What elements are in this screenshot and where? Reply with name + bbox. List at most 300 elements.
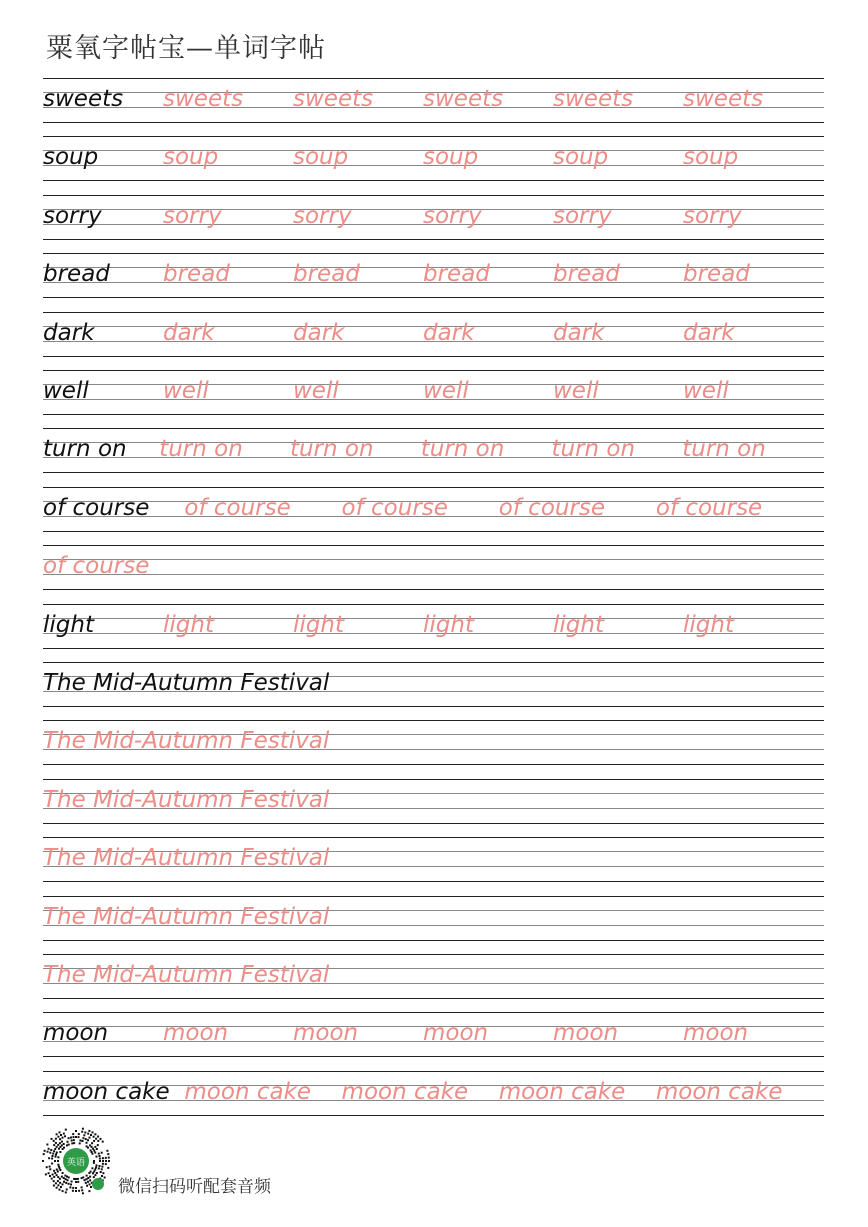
trace-word: bread [163, 261, 230, 288]
trace-word: sorry [163, 202, 222, 229]
model-word: turn on [43, 436, 127, 463]
qr-dot [65, 1182, 67, 1184]
qr-dot [63, 1181, 65, 1183]
qr-dot [66, 1189, 68, 1191]
ruling-line [43, 648, 824, 649]
trace-word: sweets [293, 86, 374, 112]
qr-dot [57, 1180, 59, 1182]
trace-word: light [553, 611, 604, 638]
ruling-line [43, 1056, 824, 1057]
qr-dot [52, 1174, 54, 1176]
qr-dot [81, 1131, 83, 1133]
qr-dot [82, 1137, 84, 1139]
trace-word: soup [683, 144, 739, 171]
qr-dot [71, 1142, 73, 1144]
ruling-line [43, 764, 824, 765]
qr-dot [99, 1160, 101, 1162]
trace-word: turn on [289, 436, 374, 463]
qr-dot [87, 1177, 89, 1179]
ruling-line [43, 370, 824, 371]
qr-dot [59, 1189, 61, 1191]
qr-dot [104, 1177, 106, 1179]
ruling-line [43, 1115, 824, 1116]
qr-dot [105, 1157, 107, 1159]
practice-row [43, 1071, 824, 1130]
qr-dot [61, 1176, 63, 1178]
qr-dot [59, 1131, 61, 1133]
qr-dot [75, 1178, 77, 1180]
qr-dot [70, 1184, 72, 1186]
ruling-line [43, 896, 824, 897]
qr-dot [93, 1150, 95, 1152]
qr-dot [57, 1184, 59, 1186]
trace-word: The Mid-Autumn Festival [43, 903, 330, 930]
qr-dot [42, 1160, 44, 1162]
ruling-line [43, 779, 824, 780]
model-word: light [43, 611, 94, 638]
ruling-line [43, 487, 824, 488]
qr-dot [65, 1178, 67, 1180]
ruling-line [43, 531, 824, 532]
practice-row [43, 896, 824, 955]
qr-dot [71, 1181, 73, 1183]
qr-dot [78, 1190, 80, 1192]
qr-dot [75, 1130, 77, 1132]
qr-dot [61, 1144, 63, 1146]
qr-dot [94, 1169, 96, 1171]
qr-dot [102, 1141, 104, 1143]
qr-dot [102, 1163, 104, 1165]
qr-dot [57, 1156, 59, 1158]
qr-dot [53, 1144, 55, 1146]
trace-word: of course [43, 553, 150, 580]
qr-dot [46, 1166, 48, 1168]
qr-dot [94, 1174, 96, 1176]
qr-dot [59, 1182, 61, 1184]
qr-dot [92, 1131, 94, 1133]
qr-dot [99, 1165, 101, 1167]
trace-word: light [423, 611, 474, 638]
qr-dot [84, 1179, 86, 1181]
qr-dot [108, 1157, 110, 1159]
practice-row [43, 370, 824, 429]
qr-dot [82, 1140, 84, 1142]
model-word: The Mid-Autumn Festival [43, 670, 330, 696]
qr-dot [63, 1147, 65, 1149]
qr-dot [57, 1171, 59, 1173]
qr-dot [51, 1163, 53, 1165]
qr-dot [90, 1134, 92, 1136]
qr-dot [75, 1181, 77, 1183]
qr-dot [68, 1183, 70, 1185]
qr-dot [100, 1171, 102, 1173]
qr-dot [81, 1189, 83, 1191]
qr-dot [67, 1179, 69, 1181]
qr-dot [51, 1138, 53, 1140]
qr-dot [102, 1160, 104, 1162]
qr-dot [86, 1178, 88, 1180]
model-word: moon [43, 1020, 109, 1047]
trace-word: bread [423, 261, 490, 288]
qr-dot [102, 1157, 104, 1159]
qr-dot [89, 1137, 91, 1139]
qr-dot [96, 1172, 98, 1174]
qr-dot [101, 1166, 103, 1168]
qr-dot [85, 1182, 87, 1184]
ruling-line [43, 662, 824, 663]
ruling-line [43, 604, 824, 605]
practice-row [43, 312, 824, 371]
qr-dot [84, 1132, 86, 1134]
qr-dot [55, 1182, 57, 1184]
ruling-line [43, 837, 824, 838]
qr-dot [59, 1178, 61, 1180]
qr-dot [72, 1133, 74, 1135]
qr-dot [53, 1185, 55, 1187]
trace-word: light [683, 611, 734, 638]
qr-dot [93, 1176, 95, 1178]
qr-dot [95, 1138, 97, 1140]
qr-dot [49, 1152, 51, 1154]
qr-dot [60, 1186, 62, 1188]
ruling-line [43, 589, 824, 590]
footer [40, 1126, 440, 1201]
model-word: bread [43, 261, 110, 288]
qr-dot [85, 1138, 87, 1140]
qr-dot [82, 1128, 84, 1130]
qr-dot [51, 1158, 53, 1160]
qr-dot [56, 1152, 58, 1154]
practice-row [43, 545, 824, 604]
qr-dot [64, 1175, 66, 1177]
trace-word: moon [553, 1020, 619, 1047]
qr-dot [53, 1180, 55, 1182]
qr-dot [96, 1156, 98, 1158]
qr-dot [45, 1173, 47, 1175]
wechat-miniprogram-qr-icon[interactable] [40, 1126, 112, 1198]
qr-dot [101, 1175, 103, 1177]
ruling-line [43, 574, 824, 575]
qr-dot [107, 1167, 109, 1169]
qr-dot [94, 1133, 96, 1135]
footer-caption: 微信扫码听配套音频 [118, 1177, 271, 1197]
qr-dot [56, 1174, 58, 1176]
qr-dot [73, 1136, 75, 1138]
qr-dot [88, 1130, 90, 1132]
qr-dot [52, 1155, 54, 1157]
qr-dot [68, 1137, 70, 1139]
trace-word: bread [293, 261, 360, 288]
qr-dot [55, 1142, 57, 1144]
qr-dot [48, 1157, 50, 1159]
trace-word: well [553, 378, 599, 404]
trace-word: soup [293, 144, 349, 171]
practice-row [43, 487, 824, 546]
qr-dot [55, 1138, 57, 1140]
ruling-line [43, 356, 824, 357]
qr-dot [43, 1153, 45, 1155]
ruling-line [43, 414, 824, 415]
qr-dot [56, 1133, 58, 1135]
trace-word: sweets [163, 86, 244, 112]
qr-dot [67, 1141, 69, 1143]
qr-dot [68, 1144, 70, 1146]
qr-dot [96, 1164, 98, 1166]
qr-dot [66, 1144, 68, 1146]
model-word: dark [43, 319, 95, 346]
qr-dot [105, 1163, 107, 1165]
qr-dot [91, 1167, 93, 1169]
qr-dot [53, 1170, 55, 1172]
qr-dot [54, 1148, 56, 1150]
qr-dot [53, 1140, 55, 1142]
practice-row [43, 1012, 824, 1071]
qr-dot [77, 1178, 79, 1180]
qr-dot [49, 1166, 51, 1168]
qr-dot [73, 1178, 75, 1180]
qr-dot [91, 1151, 93, 1153]
ruling-line [43, 180, 824, 181]
qr-dot [106, 1150, 108, 1152]
trace-word: light [293, 611, 344, 638]
qr-dot [56, 1146, 58, 1148]
qr-dot [90, 1186, 92, 1188]
trace-word: bread [683, 261, 750, 288]
trace-word: moon cake [184, 1078, 312, 1105]
qr-dot [53, 1150, 55, 1152]
model-word: moon cake [43, 1078, 170, 1105]
practice-row [43, 195, 824, 254]
qr-badge-label: 英语 [66, 1158, 86, 1168]
practice-row [43, 837, 824, 896]
trace-word: sorry [423, 202, 482, 229]
qr-dot [87, 1147, 89, 1149]
trace-word: sorry [553, 202, 612, 229]
qr-dot [57, 1160, 59, 1162]
trace-word: well [683, 378, 729, 404]
qr-dot [81, 1177, 83, 1179]
trace-word: moon cake [341, 1078, 469, 1105]
qr-dot [82, 1192, 84, 1194]
trace-word: of course [498, 494, 606, 521]
qr-dot [58, 1148, 60, 1150]
qr-dot [53, 1176, 55, 1178]
qr-dot [100, 1138, 102, 1140]
qr-dot [99, 1155, 101, 1157]
ruling-line [43, 1012, 824, 1013]
qr-dot [56, 1169, 58, 1171]
qr-dot [59, 1138, 61, 1140]
qr-dot [89, 1179, 91, 1181]
qr-dot [86, 1175, 88, 1177]
qr-dot [97, 1136, 99, 1138]
trace-word: sweets [423, 86, 504, 112]
qr-dot [92, 1148, 94, 1150]
qr-corner-dot [92, 1178, 104, 1190]
practice-row [43, 428, 824, 487]
trace-word: dark [423, 319, 475, 346]
qr-dot [44, 1150, 46, 1152]
qr-dot [93, 1140, 95, 1142]
trace-word: bread [553, 261, 620, 288]
qr-dot [63, 1177, 65, 1179]
qr-dot [75, 1136, 77, 1138]
qr-dot [96, 1148, 98, 1150]
qr-dot [75, 1190, 77, 1192]
qr-dot [61, 1141, 63, 1143]
ruling-line [43, 881, 824, 882]
ruling-line [43, 312, 824, 313]
trace-word: sorry [683, 202, 742, 229]
ruling-line [43, 195, 824, 196]
trace-word: moon [423, 1020, 489, 1047]
ruling-line [43, 297, 824, 298]
ruling-line [43, 559, 824, 560]
qr-dot [78, 1136, 80, 1138]
ruling-line [43, 545, 824, 546]
practice-row [43, 779, 824, 838]
ruling-line [43, 954, 824, 955]
qr-dot [98, 1167, 100, 1169]
trace-word: well [293, 378, 339, 404]
practice-row [43, 662, 824, 721]
trace-word: light [163, 611, 214, 638]
qr-dot [70, 1137, 72, 1139]
model-word: soup [43, 144, 99, 171]
qr-dot [97, 1140, 99, 1142]
qr-dot [69, 1186, 71, 1188]
ruling-line [43, 720, 824, 721]
qr-dot [87, 1139, 89, 1141]
qr-dot [101, 1152, 103, 1154]
ruling-line [43, 78, 824, 79]
qr-dot [49, 1175, 51, 1177]
trace-word: dark [163, 319, 215, 346]
qr-dot [55, 1156, 57, 1158]
trace-word: moon [683, 1020, 749, 1047]
qr-dot [49, 1168, 51, 1170]
qr-dot [78, 1133, 80, 1135]
qr-dot [86, 1142, 88, 1144]
trace-word: turn on [682, 436, 766, 463]
practice-row [43, 604, 824, 663]
trace-word: dark [683, 319, 735, 346]
ruling-line [43, 136, 824, 137]
qr-dot [101, 1168, 103, 1170]
qr-dot [62, 1183, 64, 1185]
qr-dot [62, 1190, 64, 1192]
qr-dot [59, 1142, 61, 1144]
qr-dot [98, 1153, 100, 1155]
qr-dot [71, 1140, 73, 1142]
ruling-line [43, 1071, 824, 1072]
qr-dot [57, 1176, 59, 1178]
trace-word: moon cake [655, 1078, 783, 1105]
model-word: sorry [43, 202, 102, 229]
qr-dot [50, 1149, 52, 1151]
trace-word: of course [655, 494, 763, 521]
qr-dot [72, 1190, 74, 1192]
qr-dot [95, 1167, 97, 1169]
qr-dot [93, 1162, 95, 1164]
practice-row [43, 136, 824, 195]
qr-dot [57, 1136, 59, 1138]
trace-word: well [163, 378, 209, 404]
qr-dot [87, 1181, 89, 1183]
qr-dot [77, 1181, 79, 1183]
trace-word: soup [553, 144, 609, 171]
model-word: sweets [43, 86, 124, 112]
qr-dot [57, 1144, 59, 1146]
trace-word: turn on [420, 436, 505, 463]
qr-dot [88, 1172, 90, 1174]
trace-word: moon [163, 1020, 229, 1047]
practice-row [43, 253, 824, 312]
ruling-line [43, 472, 824, 473]
page-title: 粟氧字帖宝—单词字帖 [46, 33, 326, 64]
ruling-line [43, 239, 824, 240]
trace-word: turn on [551, 436, 636, 463]
ruling-line [43, 940, 824, 941]
qr-dot [56, 1187, 58, 1189]
qr-dot [82, 1176, 84, 1178]
qr-dot [48, 1172, 50, 1174]
qr-dot [62, 1137, 64, 1139]
trace-word: The Mid-Autumn Festival [43, 728, 330, 755]
trace-word: soup [423, 144, 479, 171]
qr-dot [54, 1160, 56, 1162]
qr-dot [105, 1160, 107, 1162]
practice-row [43, 78, 824, 137]
qr-dot [48, 1148, 50, 1150]
qr-dot [65, 1129, 67, 1131]
qr-dot [73, 1142, 75, 1144]
ruling-line [43, 823, 824, 824]
qr-dot [88, 1190, 90, 1192]
model-word: well [43, 378, 89, 404]
trace-word: of course [184, 494, 291, 521]
qr-dot [86, 1185, 88, 1187]
trace-word: of course [341, 494, 448, 521]
qr-dot [87, 1133, 89, 1135]
qr-dot [94, 1146, 96, 1148]
qr-dot [107, 1153, 109, 1155]
qr-dot [91, 1142, 93, 1144]
qr-dot [93, 1136, 95, 1138]
qr-dot [72, 1187, 74, 1189]
trace-word: dark [293, 319, 345, 346]
qr-dot [57, 1164, 59, 1166]
qr-dot [73, 1139, 75, 1141]
trace-word: soup [163, 144, 219, 171]
qr-dot [99, 1158, 101, 1160]
qr-dot [63, 1143, 65, 1145]
trace-word: The Mid-Autumn Festival [43, 845, 330, 872]
trace-word: The Mid-Autumn Festival [43, 786, 330, 813]
trace-word: dark [553, 319, 605, 346]
model-word: of course [43, 494, 150, 521]
practice-row [43, 720, 824, 779]
practice-row [43, 954, 824, 1013]
qr-dot [59, 1169, 61, 1171]
trace-word: sorry [293, 202, 352, 229]
qr-dot [59, 1167, 61, 1169]
qr-dot [102, 1172, 104, 1174]
trace-word: sweets [553, 86, 634, 112]
qr-dot [51, 1178, 53, 1180]
qr-dot [46, 1144, 48, 1146]
qr-dot [59, 1151, 61, 1153]
